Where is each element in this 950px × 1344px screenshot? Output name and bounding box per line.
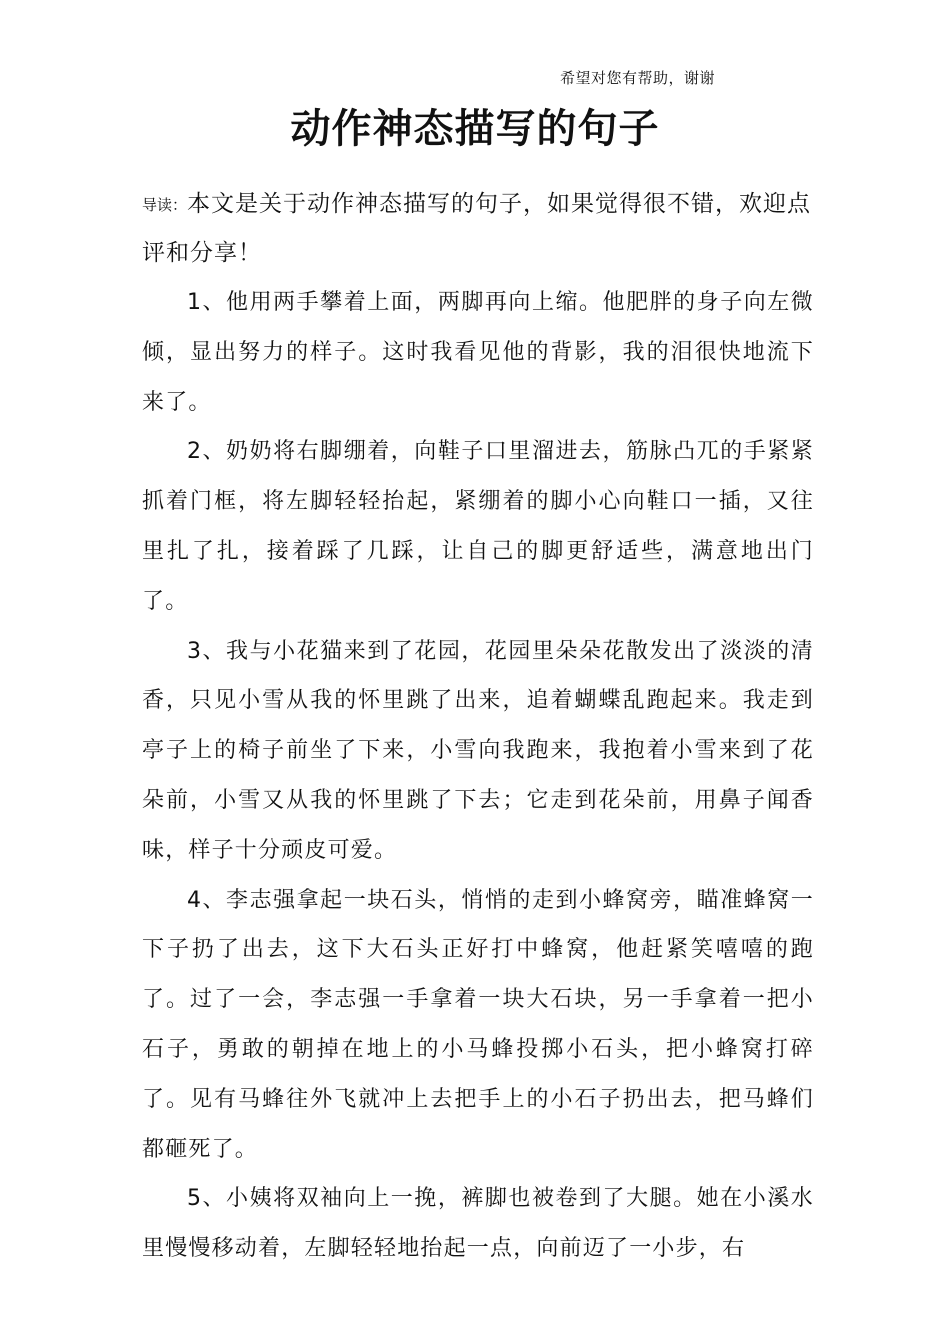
intro-paragraph bbox=[142, 180, 817, 277]
header-note: 希望对您有帮助，谢谢 bbox=[560, 69, 716, 87]
paragraph-4: 4、李志强拿起一块石头，悄悄的走到小蜂窝旁，瞄准蜂窝一下子扔了出去，这下大石头正好打中蜂窝，他赶紧笑嘻嘻的跑了。过了一会，李志强一手拿着一块大石块，另一手拿着一把小石子，勇敢的朝掉在地上的小马蜂投掷小石头，把小蜂窝打碎了。见有马蜂往外飞就冲上去把手上的小石子扔出去，把马蜂们都砸死了。 bbox=[142, 887, 814, 1162]
document-title: 动作神态描写的句子 bbox=[290, 106, 660, 152]
intro-text: 本文是关于动作神态描写的句子，如果觉得很不错，欢迎点评和分享！ bbox=[142, 191, 812, 266]
intro-prefix: 导读： bbox=[142, 196, 188, 214]
paragraph-2: 2、奶奶将右脚绷着，向鞋子口里溜进去，筋脉凸兀的手紧紧抓着门框，将左脚轻轻抬起，紧绷着的脚小心向鞋口一插，又往里扎了扎，接着踩了几踩，让自己的脚更舒适些，满意地出门了。 bbox=[142, 439, 814, 614]
paragraph-1: 1、他用两手攀着上面，两脚再向上缩。他肥胖的身子向左微倾，显出努力的样子。这时我看见他的背影，我的泪很快地流下来了。 bbox=[142, 290, 814, 415]
body-text bbox=[142, 278, 814, 1274]
paragraph-3: 3、我与小花猫来到了花园，花园里朵朵花散发出了淡淡的清香，只见小雪从我的怀里跳了出来，追着蝴蝶乱跑起来。我走到亭子上的椅子前坐了下来，小雪向我跑来，我抱着小雪来到了花朵前，小雪又从我的怀里跳了下去；它走到花朵前，用鼻子闻香味，样子十分顽皮可爱。 bbox=[142, 638, 814, 863]
paragraph-5: 5、小姨将双袖向上一挽，裤脚也被卷到了大腿。她在小溪水里慢慢移动着，左脚轻轻地抬起一点，向前迈了一小步，右 bbox=[142, 1186, 814, 1262]
